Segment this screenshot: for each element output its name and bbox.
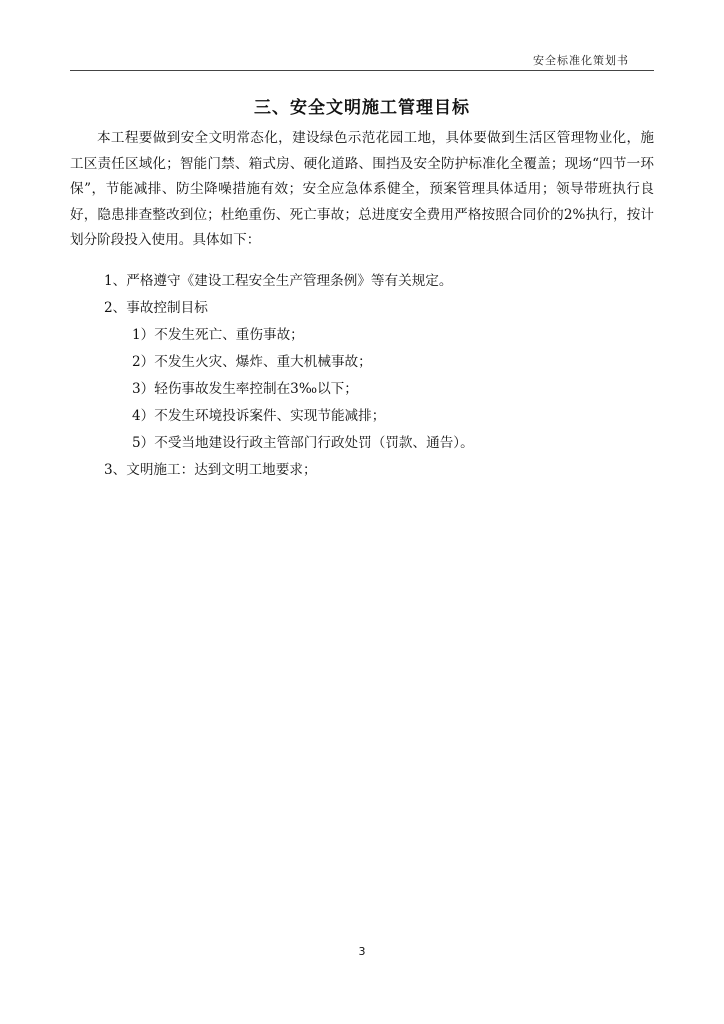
list-item-3: 3、文明施工：达到文明工地要求； bbox=[104, 462, 317, 478]
list-item-1: 1、严格遵守《建设工程安全生产管理条例》等有关规定。 bbox=[104, 273, 453, 289]
list-item-2: 2、事故控制目标 bbox=[104, 300, 208, 316]
sublist-item-5: 5）不受当地建设行政主管部门行政处罚（罚款、通告）。 bbox=[132, 435, 474, 451]
sublist-item-2: 2）不发生火灾、爆炸、重大机械事故； bbox=[132, 354, 372, 370]
running-header: 安全标准化策划书 bbox=[533, 54, 629, 67]
sublist-item-4: 4）不发生环境投诉案件、实现节能减排； bbox=[132, 408, 386, 424]
header-divider bbox=[70, 70, 654, 71]
sublist-item-1: 1）不发生死亡、重伤事故； bbox=[132, 327, 304, 343]
section-title: 三、安全文明施工管理目标 bbox=[254, 98, 470, 118]
page-number: 3 bbox=[358, 945, 366, 958]
sublist-item-3: 3）轻伤事故发生率控制在3‰以下； bbox=[132, 381, 358, 397]
intro-paragraph: 本工程要做到安全文明常态化，建设绿色示范花园工地，具体要做到生活区管理物业化，施工区责任区域化；智能门禁、箱式房、硬化道路、围挡及安全防护标准化全覆盖；现场“四节一环保”，节能减排、防尘降噪措施有效；安全应急体系健全，预案管理具体适用；领导带班执行良好，隐患排查整改到位；杜绝重伤、死亡事故；总进度安全费用严格按照合同价的2%执行，按计划分阶段投入使用。具体如下： bbox=[70, 130, 654, 249]
